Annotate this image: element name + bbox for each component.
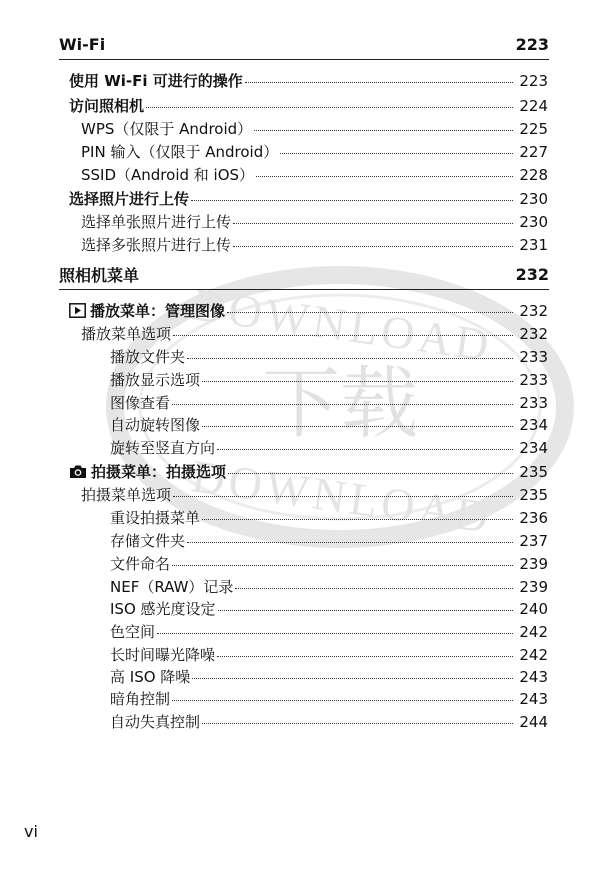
toc-entry-page: 239 <box>519 578 548 596</box>
toc-entry-page: 235 <box>519 463 548 481</box>
toc-entry-title: 使用 Wi-Fi 可进行的操作 <box>69 72 243 90</box>
toc-entry-title: 选择多张照片进行上传 <box>81 236 232 254</box>
dot-leader <box>217 656 513 657</box>
watermark-top-text: DOWNLOAD <box>188 278 496 371</box>
dot-leader <box>256 176 513 177</box>
toc-entry[interactable] <box>110 666 548 688</box>
dot-leader <box>191 200 513 201</box>
toc-entry-page: 242 <box>519 646 548 664</box>
dot-leader <box>173 496 513 497</box>
dot-leader <box>146 107 513 108</box>
toc-entry[interactable] <box>110 346 548 368</box>
toc-entry[interactable] <box>110 530 548 552</box>
dot-leader <box>172 700 513 701</box>
section-page: 232 <box>515 264 549 284</box>
toc-entry[interactable] <box>110 621 548 643</box>
toc-entry-page: 236 <box>519 509 548 527</box>
toc-entry-title: 高 ISO 降噪 <box>110 668 191 686</box>
toc-entry-page: 233 <box>519 348 548 366</box>
toc-entry-title: 暗角控制 <box>110 690 171 708</box>
dot-leader <box>202 723 513 724</box>
dot-leader <box>172 565 513 566</box>
dot-leader <box>172 404 513 405</box>
toc-entry-page: 230 <box>519 190 548 208</box>
section-heading-camera-menu[interactable] <box>59 263 549 285</box>
toc-entry-page: 227 <box>519 143 548 161</box>
toc-entry[interactable] <box>110 576 548 598</box>
toc-entry-page: 232 <box>519 302 548 320</box>
toc-entry-title: 选择照片进行上传 <box>69 190 190 208</box>
toc-entry[interactable] <box>81 323 548 345</box>
toc-entry[interactable] <box>110 644 548 666</box>
toc-entry-page: 228 <box>519 166 548 184</box>
toc-entry[interactable] <box>69 300 548 322</box>
toc-entry[interactable] <box>110 414 548 436</box>
dot-leader <box>233 223 513 224</box>
toc-entry-title: 文件命名 <box>110 555 171 573</box>
toc-entry-page: 225 <box>519 120 548 138</box>
toc-entry[interactable] <box>110 688 548 710</box>
watermark-center-text: 下载 <box>261 359 419 449</box>
toc-entry-page: 224 <box>519 97 548 115</box>
dot-leader <box>228 473 513 474</box>
section-title: 照相机菜单 <box>59 265 140 285</box>
toc-entry[interactable] <box>81 141 548 163</box>
toc-entry-page: 242 <box>519 623 548 641</box>
toc-entry-page: 237 <box>519 532 548 550</box>
toc-entry-title: 长时间曝光降噪 <box>110 646 216 664</box>
section-divider <box>59 59 549 60</box>
toc-entry-title: 重设拍摄菜单 <box>110 509 201 527</box>
toc-entry[interactable] <box>69 461 548 483</box>
toc-entry-title: 访问照相机 <box>69 97 145 115</box>
toc-entry[interactable] <box>110 507 548 529</box>
toc-entry-title: SSID（Android 和 iOS） <box>81 166 255 184</box>
toc-entry-page: 230 <box>519 213 548 231</box>
toc-entry[interactable] <box>110 711 548 733</box>
toc-entry-page: 240 <box>519 600 548 618</box>
watermark-bottom-text: DOWNLOAD <box>188 450 496 543</box>
toc-entry[interactable] <box>81 118 548 140</box>
dot-leader <box>254 130 513 131</box>
toc-entry-title: 选择单张照片进行上传 <box>81 213 232 231</box>
dot-leader <box>235 588 513 589</box>
toc-entry-title: 播放显示选项 <box>110 371 201 389</box>
section-page: 223 <box>515 34 549 54</box>
toc-entry-page: 244 <box>519 713 548 731</box>
toc-entry-page: 223 <box>519 72 548 90</box>
toc-entry-page: 234 <box>519 416 548 434</box>
toc-entry-page: 243 <box>519 690 548 708</box>
toc-entry-page: 235 <box>519 486 548 504</box>
dot-leader <box>187 358 513 359</box>
toc-entry-title: 自动旋转图像 <box>110 416 201 434</box>
section-heading-wifi[interactable] <box>59 33 549 55</box>
toc-entry-title: 自动失真控制 <box>110 713 201 731</box>
toc-entry-title: ISO 感光度设定 <box>110 600 216 618</box>
toc-entry-title: 存储文件夹 <box>110 532 186 550</box>
toc-entry-title: 播放菜单：管理图像 <box>90 302 226 320</box>
toc-entry[interactable] <box>81 164 548 186</box>
toc-entry[interactable] <box>81 211 548 233</box>
toc-entry-title: 图像查看 <box>110 394 171 412</box>
toc-entry-title: 播放文件夹 <box>110 348 186 366</box>
toc-entry-page: 232 <box>519 325 548 343</box>
toc-entry-page: 239 <box>519 555 548 573</box>
dot-leader <box>280 153 513 154</box>
toc-entry[interactable] <box>110 392 548 414</box>
toc-entry-title: PIN 输入（仅限于 Android） <box>81 143 279 161</box>
toc-entry[interactable] <box>69 188 548 210</box>
section-divider <box>59 289 549 290</box>
playback-icon <box>69 303 86 318</box>
toc-entry-page: 234 <box>519 439 548 457</box>
dot-leader <box>245 82 514 83</box>
dot-leader <box>227 312 513 313</box>
toc-entry-title: NEF（RAW）记录 <box>110 578 234 596</box>
toc-entry[interactable] <box>69 95 548 117</box>
dot-leader <box>202 426 513 427</box>
toc-entry-page: 233 <box>519 394 548 412</box>
camera-icon <box>69 464 87 479</box>
toc-entry-page: 233 <box>519 371 548 389</box>
toc-entry-page: 231 <box>519 236 548 254</box>
toc-entry-title: 旋转至竖直方向 <box>110 439 216 457</box>
toc-entry-title: 色空间 <box>110 623 156 641</box>
toc-entry-title: 拍摄菜单选项 <box>81 486 172 504</box>
dot-leader <box>192 678 513 679</box>
toc-entry-title: 播放菜单选项 <box>81 325 172 343</box>
dot-leader <box>173 335 513 336</box>
toc-entry[interactable] <box>110 369 548 391</box>
toc-entry-page: 243 <box>519 668 548 686</box>
dot-leader <box>218 610 514 611</box>
toc-entry[interactable] <box>110 598 548 620</box>
toc-entry[interactable] <box>81 484 548 506</box>
toc-entry[interactable] <box>110 553 548 575</box>
dot-leader <box>157 633 513 634</box>
section-title: Wi-Fi <box>59 34 106 54</box>
page-number: vi <box>24 822 38 841</box>
toc-entry-title: WPS（仅限于 Android） <box>81 120 253 138</box>
dot-leader <box>202 519 513 520</box>
dot-leader <box>233 246 513 247</box>
toc-entry[interactable] <box>69 70 548 92</box>
dot-leader <box>187 542 513 543</box>
toc-entry[interactable] <box>81 234 548 256</box>
dot-leader <box>202 381 513 382</box>
dot-leader <box>217 449 513 450</box>
toc-entry[interactable] <box>110 437 548 459</box>
toc-entry-title: 拍摄菜单：拍摄选项 <box>91 463 227 481</box>
